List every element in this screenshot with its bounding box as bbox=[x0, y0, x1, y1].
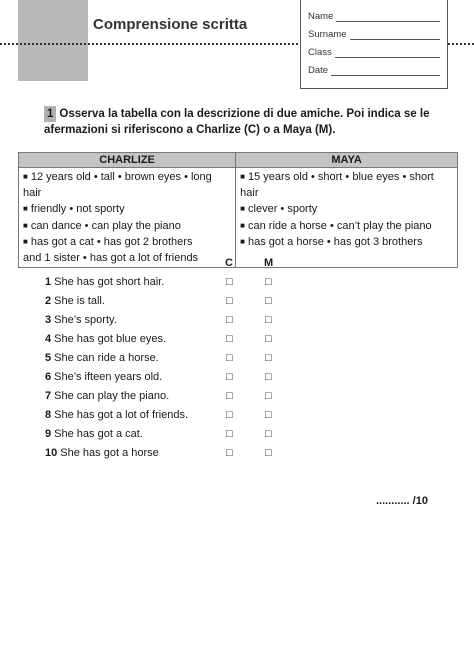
date-field[interactable]: Date bbox=[308, 65, 440, 76]
checkbox-c[interactable]: □ bbox=[226, 371, 233, 383]
trait-line: and 1 sister • has got a lot of friends bbox=[23, 251, 199, 264]
statement-item: 3 She’s sporty. bbox=[45, 314, 117, 326]
name-field[interactable]: Name bbox=[308, 11, 440, 22]
trait-line: ■ friendly • not sporty bbox=[23, 203, 125, 215]
header-gray-block bbox=[18, 0, 88, 81]
checkbox-m[interactable]: □ bbox=[265, 276, 272, 288]
student-info-box bbox=[300, 0, 448, 89]
square-bullet-icon: ■ bbox=[240, 172, 246, 181]
description-table bbox=[18, 152, 458, 268]
square-bullet-icon: ■ bbox=[240, 204, 246, 213]
statement-item: 1 She has got short hair. bbox=[45, 276, 165, 288]
statement-item: 8 She has got a lot of friends. bbox=[45, 409, 189, 421]
exercise-instruction: 1 Osserva la tabella con la descrizione di due amiche. Poi indica se le afermazioni si riferiscono a Charlize (C) o a Maya (M). bbox=[44, 108, 430, 136]
trait-line: ■ can dance • can play the piano bbox=[23, 219, 181, 232]
checkbox-m[interactable]: □ bbox=[265, 314, 272, 326]
charlize-cell bbox=[19, 168, 236, 268]
checkbox-m[interactable]: □ bbox=[265, 333, 272, 345]
checkbox-c[interactable]: □ bbox=[226, 390, 233, 402]
column-m-label: M bbox=[264, 257, 274, 269]
score-field: ........... /10 bbox=[376, 495, 428, 507]
trait-line: ■ has got a horse • has got 3 brothers bbox=[240, 236, 423, 248]
trait-line: ■ 12 years old • tall • brown eyes • long hair bbox=[23, 171, 212, 199]
checkbox-m[interactable]: □ bbox=[265, 390, 272, 402]
checkbox-m[interactable]: □ bbox=[265, 295, 272, 307]
statement-item: 2 She is tall. bbox=[45, 295, 105, 307]
statement-item: 5 She can ride a horse. bbox=[45, 352, 159, 364]
statement-item: 9 She has got a cat. bbox=[45, 428, 143, 440]
checkbox-c[interactable]: □ bbox=[226, 314, 233, 326]
statement-item: 10 She has got a horse bbox=[45, 447, 159, 459]
column-header-maya: MAYA bbox=[236, 153, 458, 168]
checkbox-c[interactable]: □ bbox=[226, 409, 233, 421]
class-field[interactable]: Class bbox=[308, 47, 440, 58]
page-title: Comprensione scritta bbox=[93, 16, 248, 33]
checkbox-c[interactable]: □ bbox=[226, 428, 233, 440]
square-bullet-icon: ■ bbox=[23, 237, 28, 246]
checkbox-c[interactable]: □ bbox=[226, 352, 233, 364]
checkbox-m[interactable]: □ bbox=[265, 409, 272, 421]
surname-field[interactable]: Surname bbox=[308, 29, 440, 40]
square-bullet-icon: ■ bbox=[23, 220, 28, 230]
checkbox-m[interactable]: □ bbox=[265, 371, 272, 383]
checkbox-c[interactable]: □ bbox=[226, 333, 233, 345]
statement-item: 7 She can play the piano. bbox=[45, 390, 170, 402]
square-bullet-icon: ■ bbox=[23, 172, 28, 181]
square-bullet-icon: ■ bbox=[240, 237, 246, 246]
square-bullet-icon: ■ bbox=[23, 204, 28, 213]
column-header-charlize: CHARLIZE bbox=[19, 153, 236, 168]
checkbox-c[interactable]: □ bbox=[226, 295, 233, 307]
statement-item: 6 She’s ifteen years old. bbox=[45, 371, 163, 383]
column-c-label: C bbox=[225, 257, 233, 269]
exercise-number: 1 bbox=[44, 106, 56, 122]
checkbox-c[interactable]: □ bbox=[226, 447, 233, 459]
statement-item: 4 She has got blue eyes. bbox=[45, 333, 167, 345]
trait-line: ■ clever • sporty bbox=[240, 203, 318, 215]
checkbox-c[interactable]: □ bbox=[226, 276, 233, 288]
checkbox-m[interactable]: □ bbox=[265, 428, 272, 440]
square-bullet-icon: ■ bbox=[240, 220, 246, 230]
maya-cell bbox=[236, 168, 458, 268]
trait-line: ■ has got a cat • has got 2 brothers bbox=[23, 236, 193, 248]
trait-line: ■ 15 years old • short • blue eyes • short hair bbox=[240, 171, 434, 199]
checkbox-m[interactable]: □ bbox=[265, 352, 272, 364]
checkbox-m[interactable]: □ bbox=[265, 447, 272, 459]
trait-line: ■ can ride a horse • can’t play the piano bbox=[240, 219, 432, 232]
